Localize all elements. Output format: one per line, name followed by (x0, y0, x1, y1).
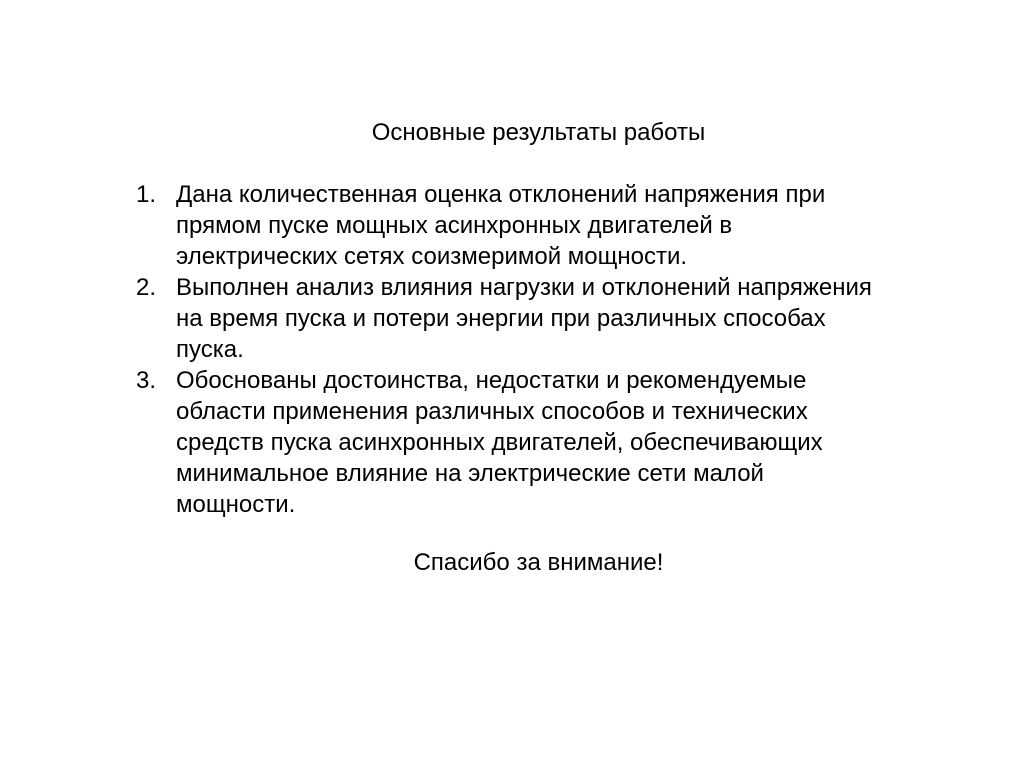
list-item-text (176, 272, 872, 365)
list-item-line: мощности. (176, 491, 296, 518)
list-item (136, 365, 936, 520)
list-item-line: электрических сетях соизмеримой мощности. (176, 243, 688, 270)
list-item-text (176, 179, 825, 272)
slide-title: Основные результаты работы (371, 119, 706, 146)
closing-text: Спасибо за внимание! (413, 549, 664, 576)
list-item-number: 2. (136, 274, 157, 301)
list-item-line: средств пуска асинхронных двигателей, обеспечивающих (176, 429, 823, 456)
list-item-number: 1. (136, 181, 157, 208)
list-item-line: области применения различных способов и технических (176, 398, 808, 425)
list-item-text (176, 365, 823, 520)
list-item (136, 179, 936, 272)
list-item-number: 3. (136, 367, 157, 394)
list-item-line: Дана количественная оценка отклонений напряжения при (176, 181, 826, 208)
list-item-line: Обоснованы достоинства, недостатки и рекомендуемые (176, 367, 807, 394)
list-item-line: пуска. (176, 336, 244, 363)
list-item-line: Выполнен анализ влияния нагрузки и отклонений напряжения (176, 274, 872, 301)
list-item-line: на время пуска и потери энергии при различных способах (176, 305, 826, 332)
list-item-line: минимальное влияние на электрические сети малой (176, 460, 764, 487)
list-item-line: прямом пуске мощных асинхронных двигателей в (176, 212, 733, 239)
results-list (136, 179, 936, 520)
list-item (136, 272, 936, 365)
